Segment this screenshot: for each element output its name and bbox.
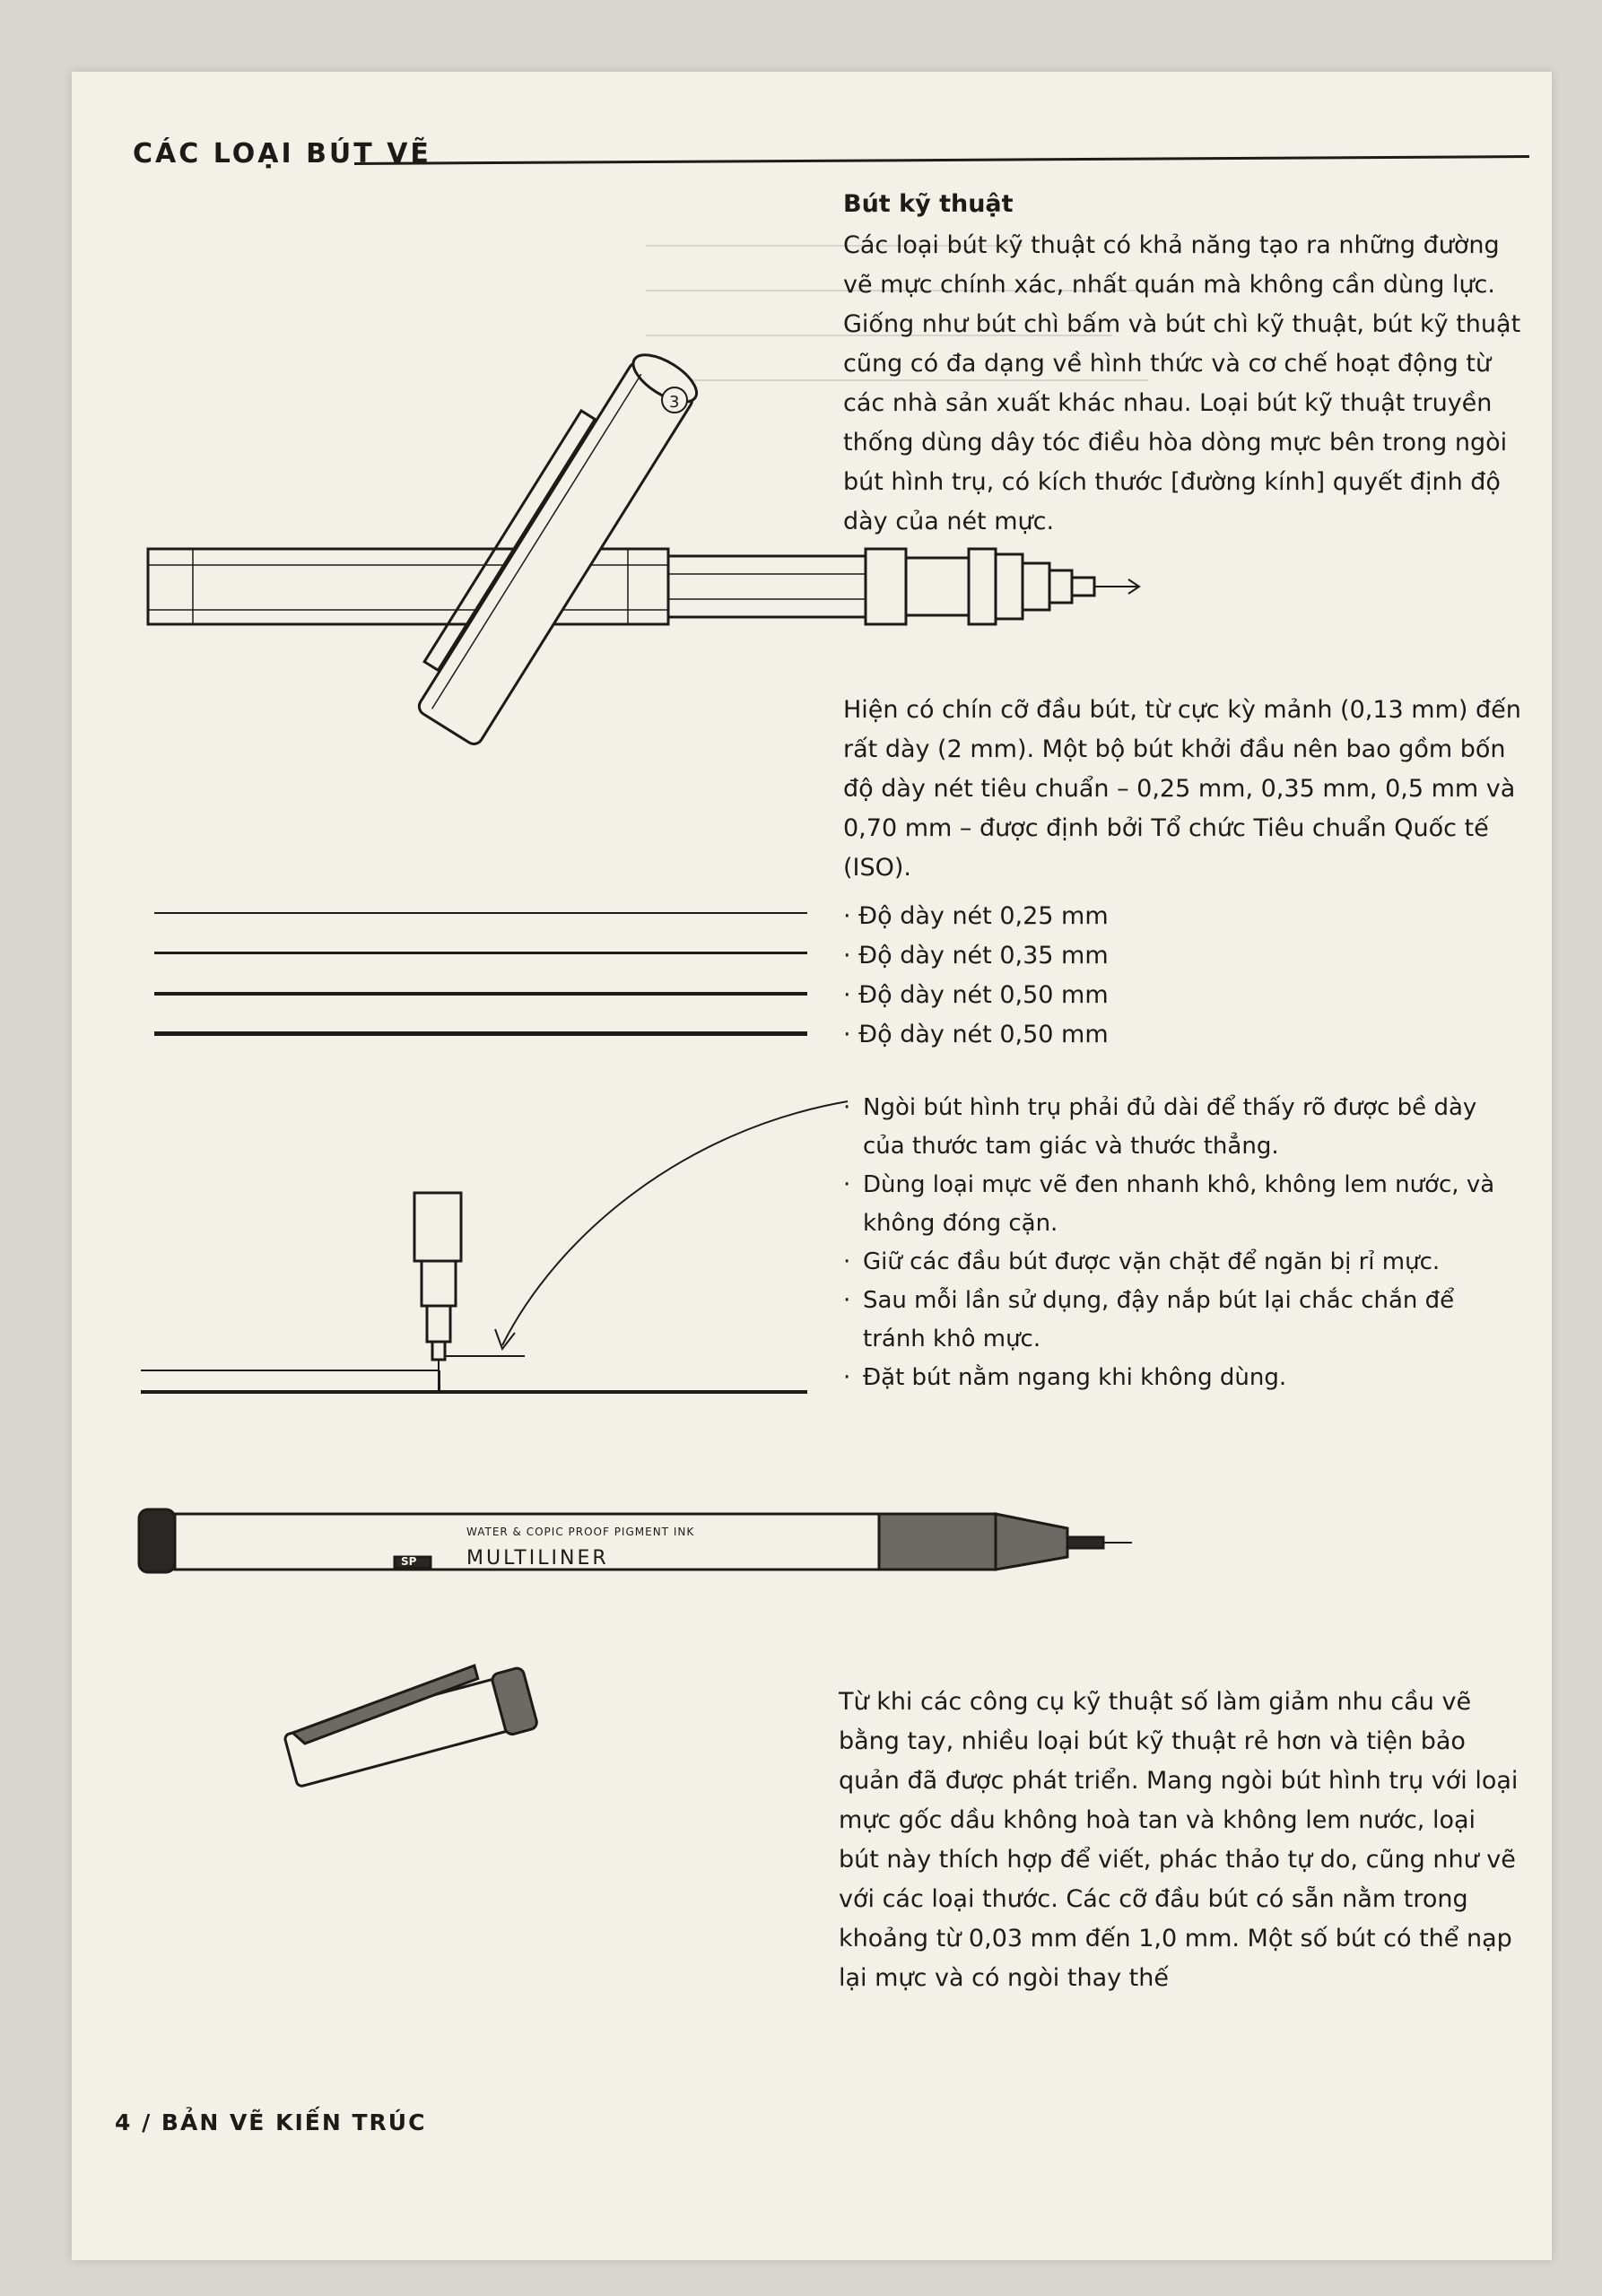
pen-cap-illustration [401,336,704,747]
tip-item: · Dùng loại mực vẽ đen nhanh khô, không lem nước, và không đóng cặn. [843,1171,1495,1237]
technical-pen-body: Các loại bút kỹ thuật có khả năng tạo ra những đường vẽ mực chính xác, nhất quán mà không cần dùng lực. Giống như bút chì bấm và bút chì kỹ thuật, bút kỹ thuật cũng có đa dạng về hình thức và cơ chế hoạt động từ các nhà sản xuất khác nhau. Loại bút kỹ thuật truyền thống dùng dây tóc điều hòa dòng mực bên trong ngòi bút hình trụ, có kích thước [đường kính] quyết định độ dày của nét mực. [843,231,1521,535]
pen-section [668,556,866,617]
cap-number: 3 [669,393,680,412]
disposable-pen-body: Từ khi các công cụ kỹ thuật số làm giảm nhu cầu vẽ bằng tay, nhiều loại bút kỹ thuật rẻ hơn và tiện bảo quản đã được phát triển. Mang ngòi bút hình trụ với loại mực gốc dầu không hoà tan và không lem nước, loại bút này thích hợp để viết, phác thảo tự do, cũng như vẽ với các loại thước. Các cỡ đầu bút có sẵn nằm trong khoảng từ 0,03 mm đến 1,0 mm. Một số bút có thể nạp lại mực và có ngòi thay thế [839,1688,1519,1992]
page-header-title: CÁC LOẠI BÚT VẼ [133,138,431,170]
arrow-curve [502,1101,848,1345]
multiliner-cap-illustration [279,1654,538,1792]
tip-item: · Sau mỗi lần sử dụng, đậy nắp bút lại chắc chắn để tránh khô mực. [843,1287,1455,1352]
pen-brand-label: MULTILINER [466,1547,609,1570]
pen-ink-label: WATER & COPIC PROOF PIGMENT INK [466,1526,695,1538]
tip-item: · Giữ các đầu bút được vặn chặt để ngăn bị rỉ mực. [843,1248,1441,1275]
pen-on-ruler-illustration [141,1101,848,1392]
pen-model-label: SP [401,1555,417,1568]
multiliner-pen-illustration [139,1509,1132,1572]
tip-item: · Ngòi bút hình trụ phải đủ dài để thấy rõ được bề dày của thước tam giác và thước thẳng. [843,1094,1477,1160]
tip-item: · Đặt bút nằm ngang khi không dùng. [843,1364,1287,1391]
line-weight-item: · Độ dày nét 0,50 mm [843,1021,1109,1048]
nib-sizes-body: Hiện có chín cỡ đầu bút, từ cực kỳ mảnh (0,13 mm) đến rất dày (2 mm). Một bộ bút khởi đầu nên bao gồm bốn độ dày nét tiêu chuẩn – 0,25 mm, 0,35 mm, 0,5 mm và 0,70 mm – được định bởi Tổ chức Tiêu chuẩn Quốc tế (ISO). [843,696,1521,882]
line-weight-item: · Độ dày nét 0,35 mm [843,942,1109,970]
line-weight-item: · Độ dày nét 0,50 mm [843,981,1109,1009]
page-footer: 4 / BẢN VẼ KIẾN TRÚC [115,2109,427,2135]
line-weight-item: · Độ dày nét 0,25 mm [843,902,1109,930]
technical-pen-illustration [148,549,1139,624]
section-title: Bút kỹ thuật [843,190,1014,218]
